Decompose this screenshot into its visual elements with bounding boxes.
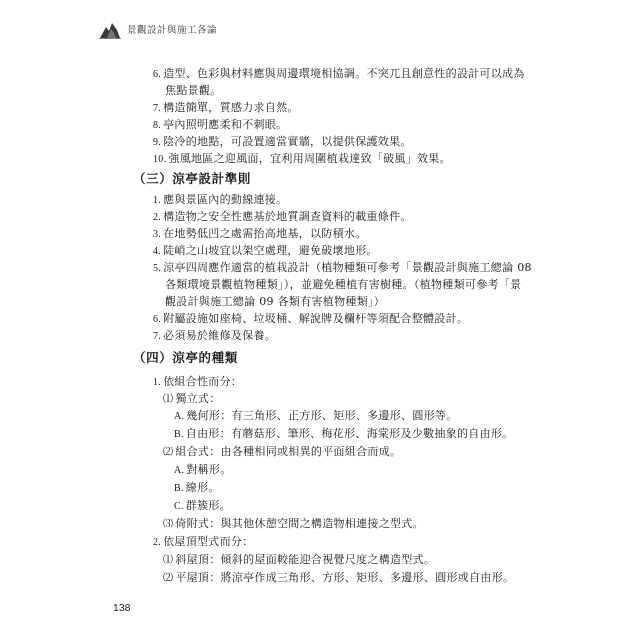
list-item: 4. 陡峭之山坡宜以架空處理，避免破壞地形。	[153, 244, 378, 257]
sub-list-item: ⑶ 倚附式：與其他休憩空間之構造物相連接之型式。	[163, 517, 424, 530]
list-item: 2. 構造物之安全性應基於地質調查資料的載重條件。	[153, 210, 412, 223]
list-item: 6. 造型、色彩與材料應與周邊環境相協調。不突兀且創意性的設計可以成為	[153, 67, 525, 80]
list-item: 10. 強風地區之迎風面，宜利用周圍植栽達致「破風」效果。	[153, 152, 451, 165]
list-item: 3. 在地勢低凹之處需抬高地基，以防積水。	[153, 227, 367, 240]
sub-sub-list-item: A. 對稱形。	[174, 463, 232, 476]
list-item: 1. 依組合性而分：	[153, 375, 243, 388]
sub-sub-list-item: B. 線形。	[174, 481, 220, 494]
tree-logo-icon	[98, 18, 122, 40]
sub-list-item: ⑵ 平屋頂：將涼亭作成三角形、方形、矩形、多邊形、圓形或自由形。	[163, 571, 515, 584]
list-item: 9. 陰冷的地點，可設置適當實牆，以提供保護效果。	[153, 135, 412, 148]
sub-list-item: ⑵ 組合式：由各種相同或相異的平面組合而成。	[163, 445, 402, 458]
list-item: 7. 構造簡單，質感力求自然。	[153, 101, 299, 114]
list-item: 7. 必須易於維修及保養。	[153, 329, 277, 342]
running-header	[98, 18, 217, 40]
sub-sub-list-item: B. 自由形：有蘑菇形、筆形、梅花形、海棠形及少數抽象的自由形。	[174, 427, 514, 440]
list-item: 8. 亭內照明應柔和不刺眼。	[153, 118, 288, 131]
sub-list-item: ⑴ 獨立式：	[163, 392, 221, 405]
list-item-continuation: 觀設計與施工總論 09 各類有害植物種類」）	[165, 295, 386, 308]
list-item: 5. 涼亭四周應作適當的植栽設計（植物種類可參考「景觀設計與施工總論 08	[153, 261, 532, 274]
sub-list-item: ⑴ 斜屋頂：傾斜的屋面較能迎合視覺尺度之構造型式。	[163, 553, 436, 566]
list-item: 2. 依屋頂型式而分：	[153, 535, 254, 548]
list-item-continuation: 焦點景觀。	[165, 84, 222, 97]
section-heading-pavilion-types: （四）涼亭的種類	[133, 350, 238, 365]
list-item-continuation: 各類環境景觀植物種類」），並避免種植有害樹種。（植物種類可參考「景	[165, 278, 522, 291]
list-item: 6. 附屬設施如座椅、垃圾桶、解說牌及欄杆等須配合整體設計。	[153, 312, 469, 325]
header-title: 景觀設計與施工各論	[127, 25, 218, 36]
sub-sub-list-item: A. 幾何形：有三角形、正方形、矩形、多邊形、圓形等。	[174, 409, 458, 422]
list-item: 1. 應與景區內的動線連接。	[153, 193, 288, 206]
page-number: 138	[113, 602, 131, 614]
sub-sub-list-item: C. 群簇形。	[174, 499, 231, 512]
section-heading-design-criteria: （三）涼亭設計準則	[133, 171, 251, 186]
